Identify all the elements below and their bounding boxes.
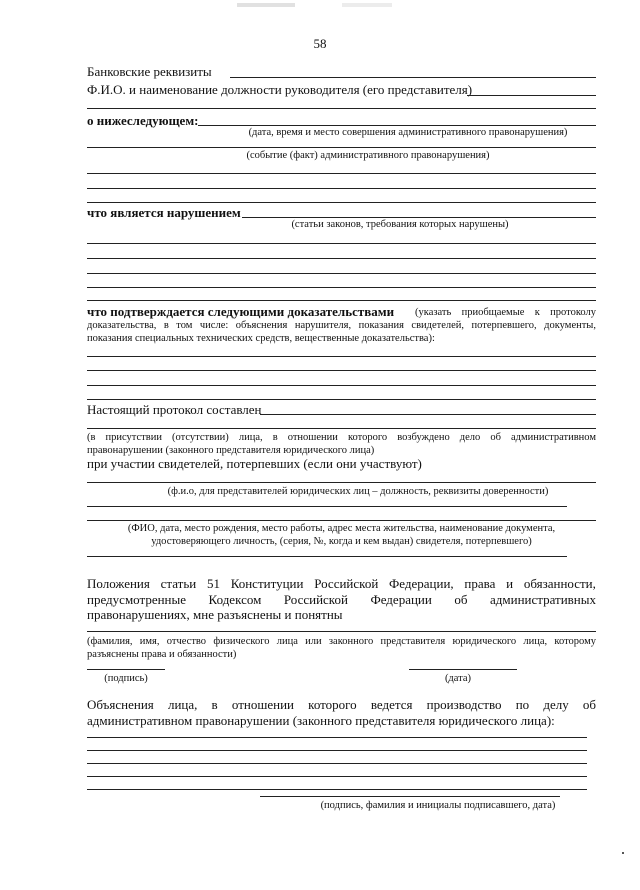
violation-label: что является нарушением: [87, 205, 241, 220]
explanations-text: Объяснения лица, в отношении которого ведется производство по делу об административном правонарушении (законного представителя юридического лица):: [87, 697, 596, 728]
word: Конституции: [230, 576, 304, 591]
about-label: о нижеследующем:: [87, 113, 199, 128]
drawn-up-line-2[interactable]: [87, 428, 596, 429]
scan-artifact: [342, 3, 392, 7]
witness-caption-2a: (ФИО, дата, место рождения, место работы, адрес места жительства, наименование документа,: [127, 523, 556, 534]
about-line-4[interactable]: [87, 188, 596, 189]
word: об: [454, 592, 468, 607]
constitution-line-3: правонарушениях, мне разъяснены и понятны: [87, 607, 343, 622]
head-name-line-2[interactable]: [87, 108, 596, 109]
word: статьи: [160, 576, 197, 591]
evidence-note-2: доказательства, в том числе: объяснения нарушителя, показания свидетелей, потерпевшего, документы,: [87, 320, 596, 331]
bank-details-label: Банковские реквизиты: [87, 64, 212, 79]
word: и: [506, 576, 514, 591]
word: Российской: [314, 576, 379, 591]
explanations-line-4[interactable]: [87, 776, 587, 777]
date-caption: (дата): [444, 673, 472, 684]
violation-line-5[interactable]: [87, 287, 596, 288]
witness-caption-1: (ф.и.о, для представителей юридических лиц – должность, реквизиты доверенности): [167, 486, 549, 497]
constitution-caption: (фамилия, имя, отчество физического лица или законного представителя юридического лица, которому разъяснены права и обязанности): [87, 636, 596, 660]
evidence-line-4[interactable]: [87, 399, 596, 400]
violation-line[interactable]: [242, 217, 596, 218]
about-line-3[interactable]: [87, 173, 596, 174]
about-line-5[interactable]: [87, 202, 596, 203]
page-number: 58: [313, 36, 327, 51]
date-line[interactable]: [409, 669, 517, 670]
evidence-line-2[interactable]: [87, 370, 596, 371]
witnesses-line-4[interactable]: [87, 556, 567, 557]
violation-line-2[interactable]: [87, 243, 596, 244]
evidence-note-1: (указать приобщаемые к протоколу: [415, 307, 596, 318]
about-caption-2: (событие (факт) административного правонарушения): [246, 150, 490, 161]
word: Российской: [283, 592, 348, 607]
word: Федерации,: [389, 576, 454, 591]
explanations-line-2[interactable]: [87, 750, 587, 751]
word: предусмотренные: [87, 592, 187, 607]
signature-line[interactable]: [87, 669, 165, 670]
drawn-up-line[interactable]: [260, 414, 596, 415]
evidence-line-3[interactable]: [87, 385, 596, 386]
witnesses-line-3[interactable]: [87, 520, 596, 521]
scan-mark: [622, 852, 624, 854]
evidence-line-1[interactable]: [87, 356, 596, 357]
violation-line-3[interactable]: [87, 258, 596, 259]
violation-caption: (статьи законов, требования которых нарушены): [291, 219, 509, 230]
word: Положения: [87, 576, 150, 591]
explanations-line-5[interactable]: [87, 789, 587, 790]
constitution-line[interactable]: [87, 631, 596, 632]
explanations-signature-line[interactable]: [260, 796, 560, 797]
drawn-up-label: Настоящий протокол составлен: [87, 402, 262, 417]
witnesses-line-2[interactable]: [87, 506, 567, 507]
word: Федерации: [370, 592, 432, 607]
about-line-2[interactable]: [87, 147, 596, 148]
drawn-up-caption: (в присутствии (отсутствии) лица, в отношении которого возбуждено дело об административном правонарушении (законного представителя юридического лица): [87, 432, 596, 456]
word: административных: [490, 592, 596, 607]
witness-caption-2b: удостоверяющего личность, (серия, №, когда и кем выдан) свидетеля, потерпевшего): [151, 536, 532, 547]
word: права: [464, 576, 496, 591]
word: обязанности,: [523, 576, 596, 591]
word: Кодексом: [208, 592, 262, 607]
evidence-note-3: показания специальных технических средств, вещественные доказательства):: [87, 333, 435, 344]
head-name-line[interactable]: [467, 95, 596, 96]
word: 51: [206, 576, 220, 591]
witnesses-line[interactable]: [87, 482, 596, 483]
violation-line-4[interactable]: [87, 273, 596, 274]
head-name-label: Ф.И.О. и наименование должности руководителя (его представителя): [87, 82, 473, 97]
explanations-line-3[interactable]: [87, 763, 587, 764]
about-caption-1: (дата, время и место совершения административного правонарушения): [248, 127, 568, 138]
evidence-label: что подтверждается следующими доказательствами: [87, 304, 395, 319]
explanations-signature-caption: (подпись, фамилия и инициалы подписавшего, дата): [320, 800, 556, 811]
bank-details-line[interactable]: [230, 77, 596, 78]
signature-caption: (подпись): [104, 673, 148, 684]
scan-artifact: [237, 3, 295, 7]
constitution-line-2: [87, 592, 596, 607]
constitution-line-1: [87, 576, 596, 591]
explanations-line-1[interactable]: [87, 737, 587, 738]
about-line[interactable]: [198, 125, 596, 126]
violation-line-6[interactable]: [87, 300, 596, 301]
witnesses-label: при участии свидетелей, потерпевших (если они участвуют): [87, 456, 422, 471]
